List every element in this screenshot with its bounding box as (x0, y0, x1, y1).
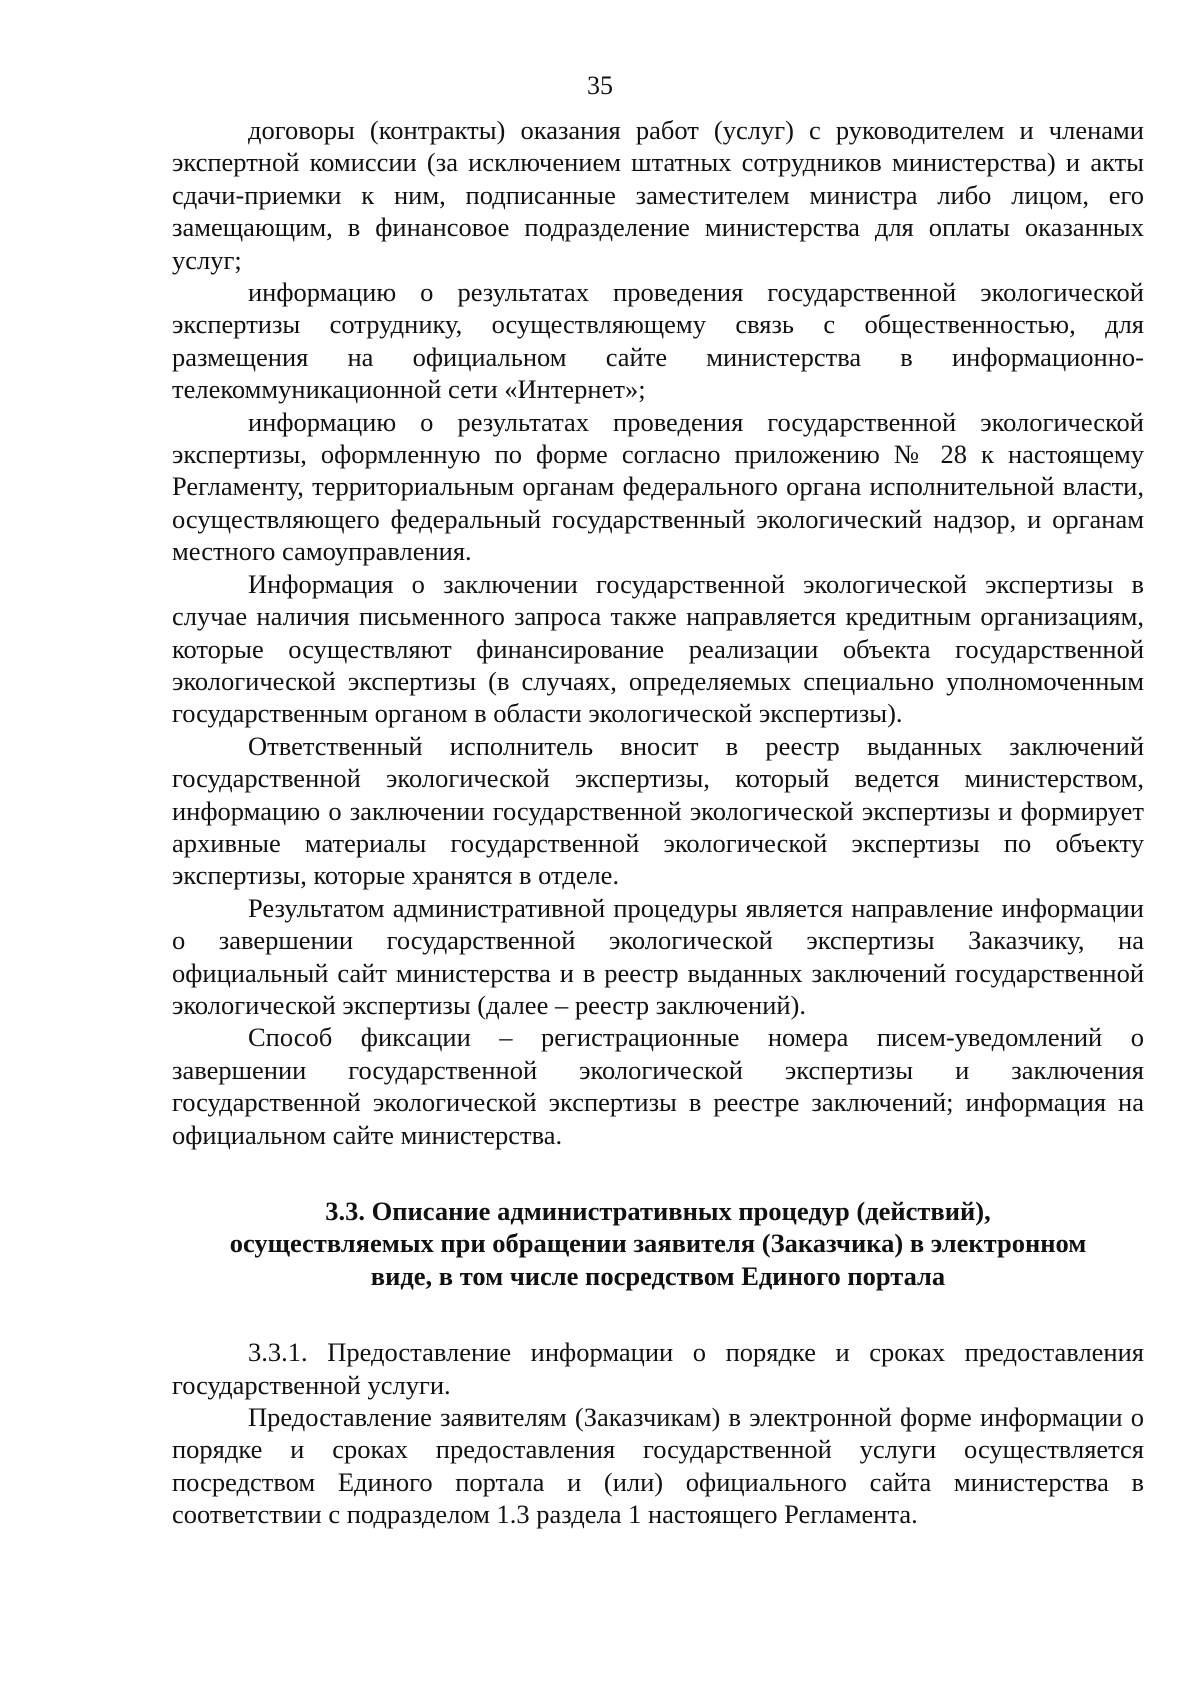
section-heading-line-2: осуществляемых при обращении заявителя (Заказчика) в электронном (229, 1228, 1087, 1259)
section-heading-line-3: виде, в том числе посредством Единого портала (370, 1260, 946, 1291)
document-body (172, 114, 1144, 1531)
paragraph-info-territorial-organs: информацию о результатах проведения государственной экологической экспертизы, оформленную по форме согласно приложению № 28 к настоящему Регламенту, территориальным органам федерального органа исполнительной власти, осуществляющего федеральный государственный экологический надзор, и органам местного самоуправления. (172, 406, 1144, 567)
paragraph-registry-entry: Ответственный исполнитель вносит в реестр выданных заключений государственной экологической экспертизы, который ведется министерством, информацию о заключении государственной экологической экспертизы и формирует архивные материалы государственной экологической экспертизы по объекту экспертизы, которые хранятся в отделе. (172, 730, 1144, 891)
paragraph-electronic-info: Предоставление заявителям (Заказчикам) в электронной форме информации о порядке и сроках предоставления государственной услуги осуществляется посредством Единого портала и (или) официального сайта министерства в соответствии с подразделом 1.3 раздела 1 настоящего Регламента. (172, 1402, 1144, 1530)
paragraph-contracts: договоры (контракты) оказания работ (услуг) с руководителем и членами экспертной комиссии (за исключением штатных сотрудников министерства) и акты сдачи-приемки к ним, подписанные заместителем министра либо лицом, его замещающим, в финансовое подразделение министерства для оплаты оказанных услуг; (172, 115, 1144, 275)
paragraph-credit-organizations: Информация о заключении государственной экологической экспертизы в случае наличия письменного запроса также направляется кредитным организациям, которые осуществляют финансирование реализации объекта государственной экологической экспертизы (в случаях, определяемых специально уполномоченным государственным органом в области экологической экспертизы). (172, 568, 1144, 729)
page-number: 35 (587, 71, 613, 100)
paragraph-info-public-relations: информацию о результатах проведения государственной экологической экспертизы сотруднику, осуществляющему связь с общественностью, для размещения на официальном сайте министерства в информационно-телекоммуникационной сети «Интернет»; (172, 277, 1144, 405)
section-heading (172, 1195, 1144, 1292)
paragraph-fixation-method: Способ фиксации – регистрационные номера писем-уведомлений о завершении государственной экологической экспертизы и заключения государственной экологической экспертизы в реестре заключений; информация на официальном сайте министерства. (172, 1022, 1144, 1150)
paragraph-3-3-1: 3.3.1. Предоставление информации о порядке и сроках предоставления государственной услуги. (172, 1337, 1144, 1400)
section-heading-line-1: 3.3. Описание административных процедур (действий), (325, 1196, 991, 1226)
paragraph-procedure-result: Результатом административной процедуры является направление информации о завершении государственной экологической экспертизы Заказчику, на официальный сайт министерства и в реестр выданных заключений государственной экологической экспертизы (далее – реестр заключений). (172, 892, 1144, 1020)
